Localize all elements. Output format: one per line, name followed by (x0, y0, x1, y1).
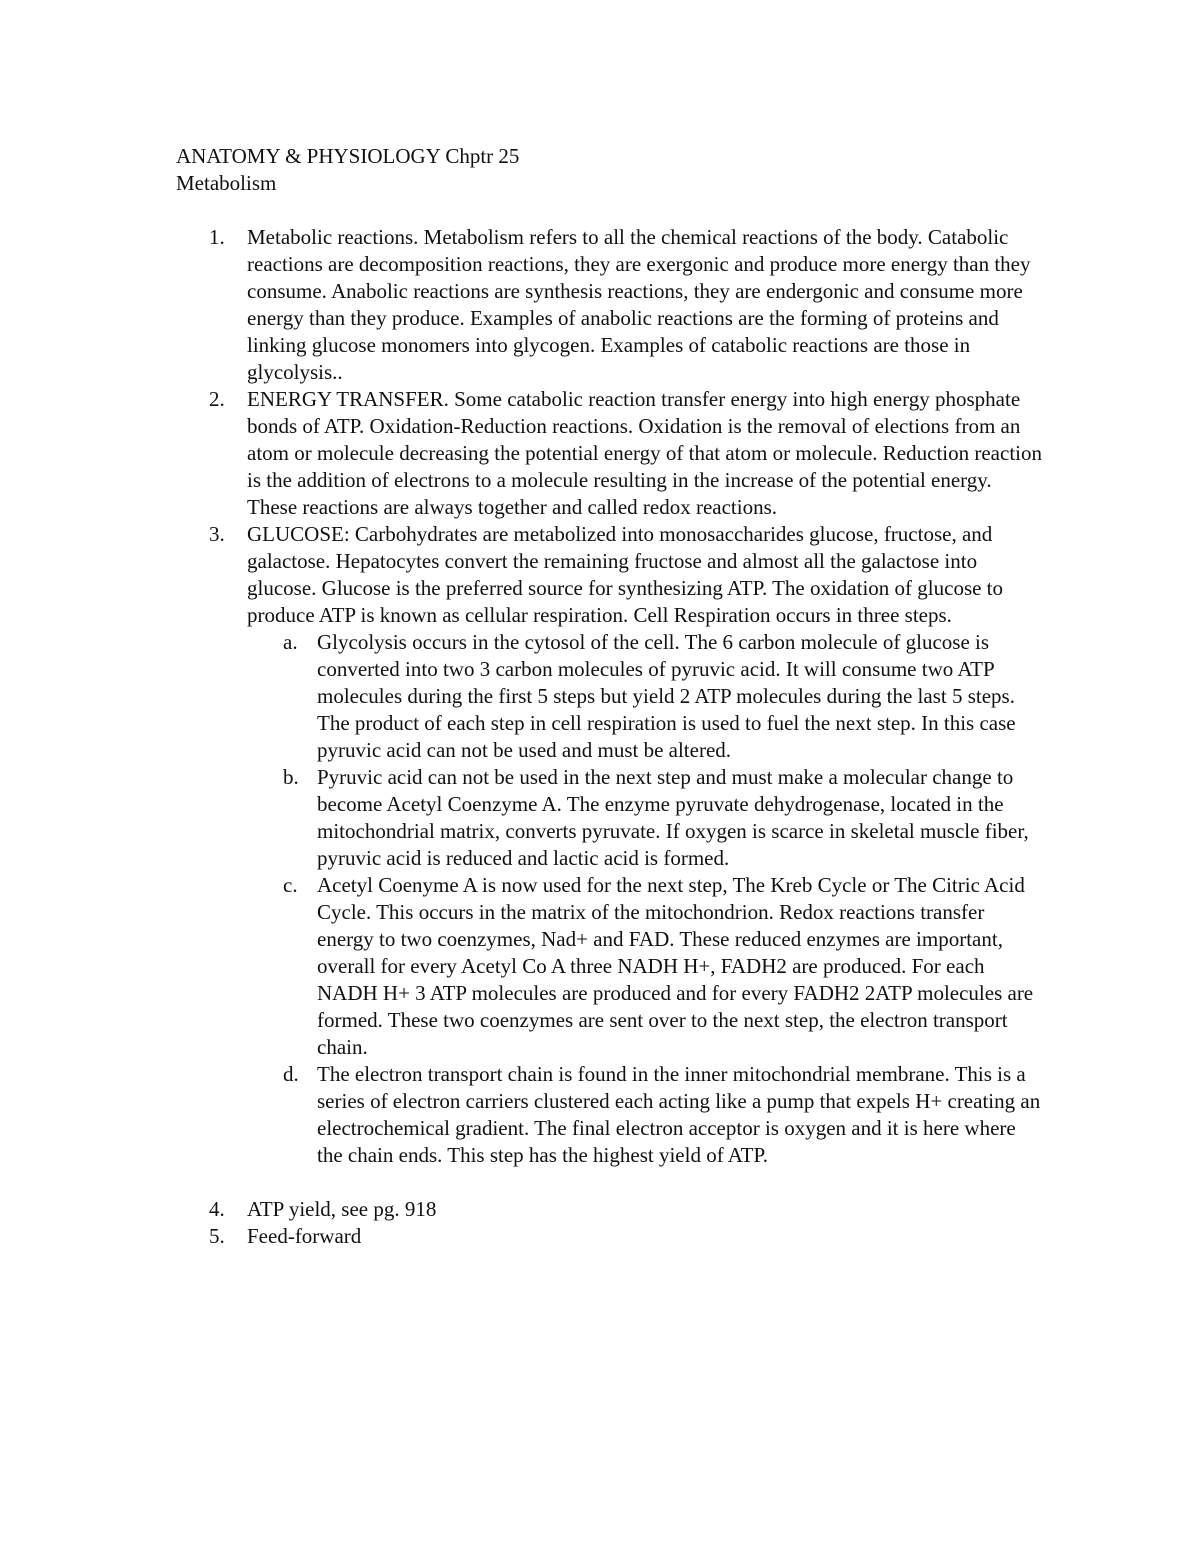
list-item-2 (176, 386, 1046, 521)
document-subtitle: Metabolism (176, 171, 277, 195)
sub-item-letter: b. (283, 765, 299, 789)
list-number: 3. (209, 522, 225, 546)
sub-item-letter: d. (283, 1062, 299, 1086)
outline-list (176, 224, 1046, 1250)
list-item-4 (176, 1196, 1046, 1223)
sub-item-text: The electron transport chain is found in the inner mitochondrial membrane. This is a series of electron carriers clustered each acting like a pump that expels H+ creating an electrochemical gradient. The final electron acceptor is oxygen and it is here where the chain ends. This step has the highest yield of ATP. (317, 1062, 1041, 1167)
document-content (176, 143, 1046, 1250)
list-item-5 (176, 1223, 1046, 1250)
sub-item-a (247, 629, 1046, 764)
sub-item-text: Pyruvic acid can not be used in the next step and must make a molecular change to become Acetyl Coenzyme A. The enzyme pyruvate dehydrogenase, located in the mitochondrial matrix, converts pyruvate. If oxygen is scarce in skeletal muscle fiber, pyruvic acid is reduced and lactic acid is formed. (317, 765, 1029, 870)
sub-item-text: Glycolysis occurs in the cytosol of the cell. The 6 carbon molecule of glucose is converted into two 3 carbon molecules of pyruvic acid. It will consume two ATP molecules during the first 5 steps but yield 2 ATP molecules during the last 5 steps. The product of each step in cell respiration is used to fuel the next step. In this case pyruvic acid can not be used and must be altered. (317, 630, 1016, 762)
list-item-text: ENERGY TRANSFER. Some catabolic reaction transfer energy into high energy phosphate bonds of ATP. Oxidation-Reduction reactions. Oxidation is the removal of elections from an atom or molecule decreasing the potential energy of that atom or molecule. Reduction reaction is the addition of electrons to a molecule resulting in the increase of the potential energy. These reactions are always together and called redox reactions. (247, 387, 1042, 519)
list-item-text: Feed-forward (247, 1224, 362, 1248)
list-item-text: ATP yield, see pg. 918 (247, 1197, 437, 1221)
list-number: 5. (209, 1224, 225, 1248)
list-item-3 (176, 521, 1046, 1196)
sub-item-text: Acetyl Coenyme A is now used for the next step, The Kreb Cycle or The Citric Acid Cycle. This occurs in the matrix of the mitochondrion. Redox reactions transfer energy to two coenzymes, Nad+ and FAD. These reduced enzymes are important, overall for every Acetyl Co A three NADH H+, FADH2 are produced. For each NADH H+ 3 ATP molecules are produced and for every FADH2 2ATP molecules are formed. These two coenzymes are sent over to the next step, the electron transport chain. (317, 873, 1034, 1059)
sub-list (247, 629, 1046, 1169)
sub-item-b (247, 764, 1046, 872)
list-item-text: GLUCOSE: Carbohydrates are metabolized into monosaccharides glucose, fructose, and galactose. Hepatocytes convert the remaining fructose and almost all the galactose into glucose. Glucose is the preferred source for synthesizing ATP. The oxidation of glucose to produce ATP is known as cellular respiration. Cell Respiration occurs in three steps. (247, 522, 1004, 627)
sub-item-letter: c. (283, 873, 298, 897)
sub-item-letter: a. (283, 630, 298, 654)
sub-item-c (247, 872, 1046, 1061)
list-item-text: Metabolic reactions. Metabolism refers to all the chemical reactions of the body. Catabolic reactions are decomposition reactions, they are exergonic and produce more energy than they consume. Anabolic reactions are synthesis reactions, they are endergonic and consume more energy than they produce. Examples of anabolic reactions are the forming of proteins and linking glucose monomers into glycogen. Examples of catabolic reactions are those in glycolysis.. (247, 225, 1031, 384)
list-item-1 (176, 224, 1046, 386)
list-spacing (247, 1169, 1046, 1196)
list-number: 1. (209, 225, 225, 249)
document-title: ANATOMY & PHYSIOLOGY Chptr 25 (176, 144, 520, 168)
sub-item-d (247, 1061, 1046, 1169)
list-number: 4. (209, 1197, 225, 1221)
list-number: 2. (209, 387, 225, 411)
